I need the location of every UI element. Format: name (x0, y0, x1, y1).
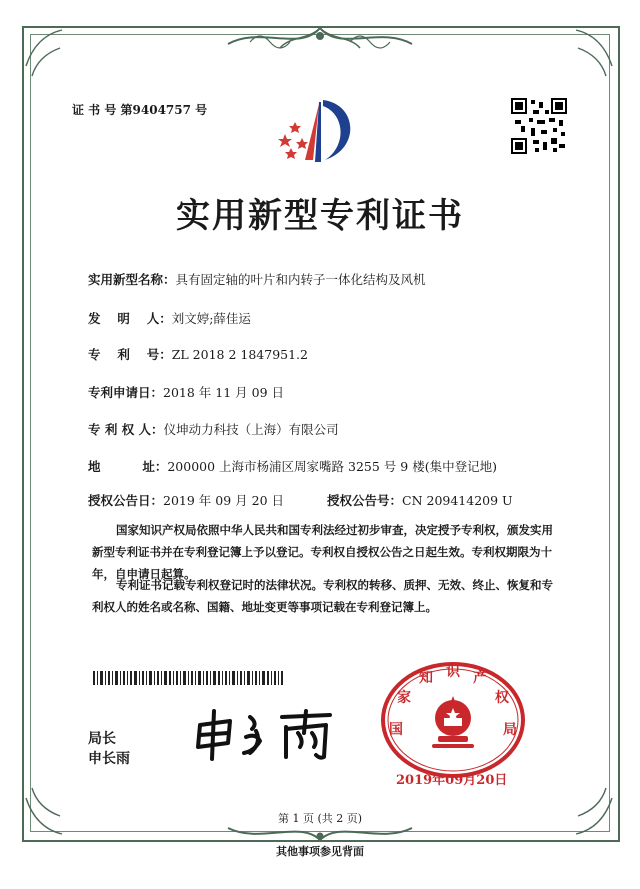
corner-ornament-icon (556, 26, 616, 86)
inventor-row (88, 309, 251, 327)
svg-text:国: 国 (389, 722, 403, 738)
signature-icon (190, 703, 340, 763)
footer-note: 其他事项参见背面 (276, 845, 364, 858)
svg-text:识: 识 (446, 664, 460, 680)
seal-date: 2019年09月20日 (396, 773, 508, 788)
corner-ornament-icon (556, 778, 616, 838)
director-title: 局长 (88, 731, 116, 747)
patentee-label: 专 利 权 人： (88, 422, 164, 437)
page-number: 第 1 页 (共 2 页) (277, 812, 363, 825)
patentee-value: 仪坤动力科技（上海）有限公司 (163, 422, 339, 437)
address-row (88, 457, 497, 475)
svg-text:权: 权 (495, 690, 509, 706)
grant-date-row (88, 491, 284, 509)
utility-model-name-row (88, 270, 426, 288)
grant-number-label: 授权公告号： (327, 493, 403, 508)
inventor-label: 发 明 人： (88, 311, 172, 326)
grant-date-label: 授权公告日： (88, 493, 164, 508)
patentee-row (88, 420, 339, 438)
grant-statement-paragraph: 国家知识产权局依照中华人民共和国专利法经过初步审查，决定授予专利权，颁发实用新型专利证书并在专利登记簿上予以登记。专利权自授权公告之日起生效。专利权期限为十年，自申请日起算。 (92, 523, 553, 581)
svg-text:产: 产 (473, 670, 487, 686)
patent-office-emblem-icon (275, 96, 365, 168)
patent-number-label: 专 利 号： (88, 347, 172, 362)
filing-date-value: 2018 年 11 月 09 日 (163, 385, 285, 400)
address-label: 地 址： (88, 459, 168, 474)
patent-number-value: ZL 2018 2 1847951.2 (171, 347, 308, 362)
svg-text:知: 知 (419, 670, 433, 686)
svg-text:局: 局 (503, 722, 517, 738)
svg-text:家: 家 (397, 690, 411, 706)
official-seal-icon (378, 660, 528, 780)
certificate-title: 实用新型专利证书 (176, 196, 464, 236)
corner-ornament-icon (22, 778, 82, 838)
qr-code-icon (511, 98, 567, 154)
utility-model-name-value: 具有固定轴的叶片和内转子一体化结构及风机 (175, 272, 426, 287)
grant-number-row (327, 491, 513, 509)
patent-number-row (88, 345, 308, 363)
barcode-icon (93, 671, 283, 685)
filing-date-label: 专利申请日： (88, 385, 164, 400)
certificate-number: 证 书 号 第9404757 号 (72, 103, 208, 117)
grant-number-value: CN 209414209 U (402, 493, 513, 508)
filing-date-row (88, 383, 284, 401)
top-ornament-icon (220, 22, 420, 62)
director-name: 申长雨 (88, 751, 130, 767)
inventor-value: 刘文婷;薛佳运 (171, 311, 251, 326)
corner-ornament-icon (22, 26, 82, 86)
address-value: 200000 上海市杨浦区周家嘴路 3255 号 9 楼(集中登记地) (167, 459, 497, 474)
utility-model-name-label: 实用新型名称： (88, 272, 176, 287)
legal-status-paragraph: 专利证书记载专利权登记时的法律状况。专利权的转移、质押、无效、终止、恢复和专利权人的姓名或名称、国籍、地址变更等事项记载在专利登记簿上。 (92, 578, 553, 614)
grant-date-value: 2019 年 09 月 20 日 (163, 493, 285, 508)
